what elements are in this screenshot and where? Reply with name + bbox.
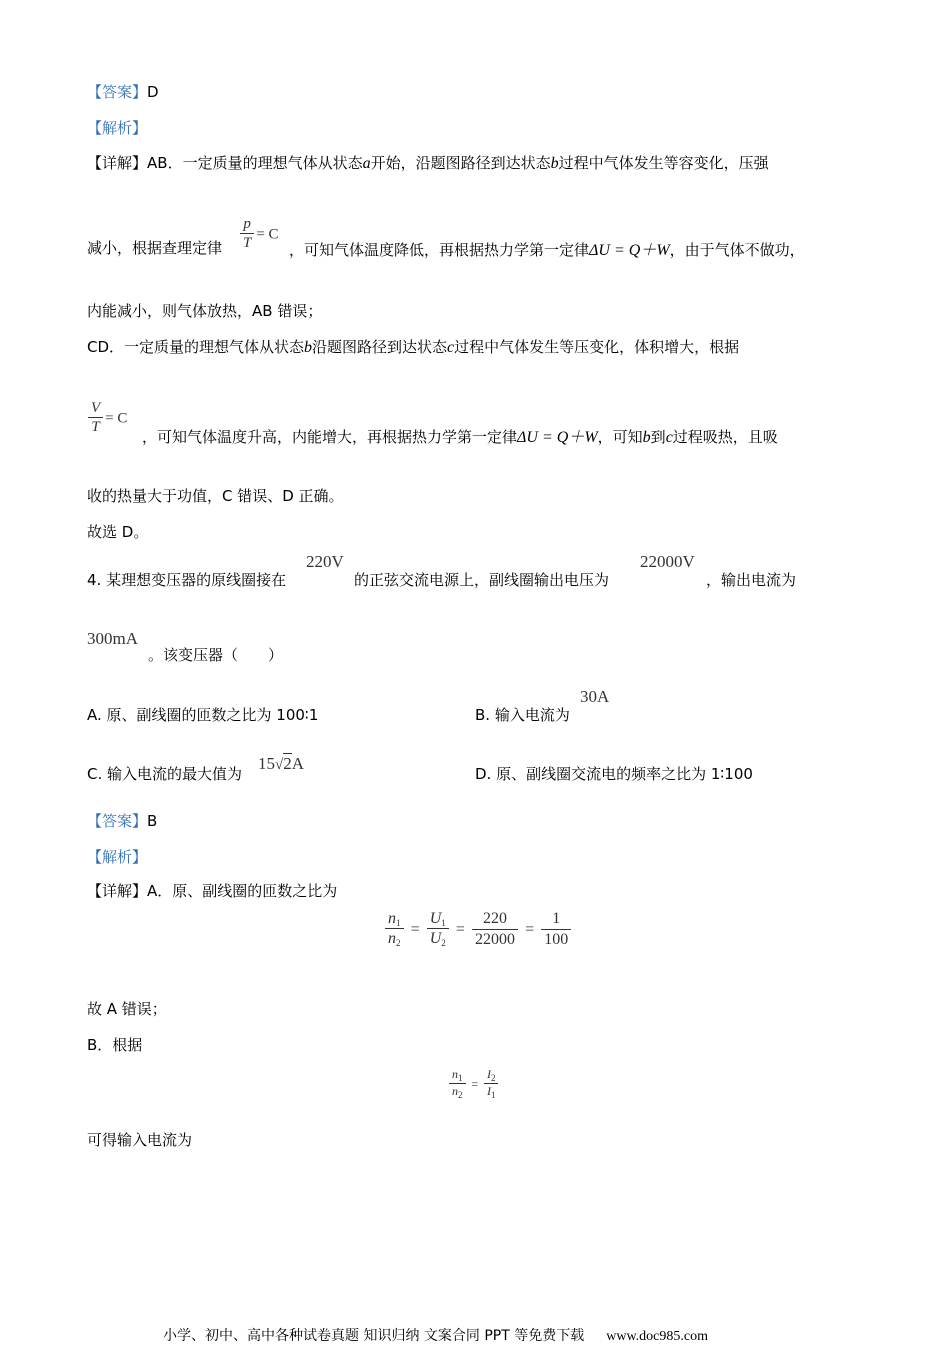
law-du: ΔU bbox=[589, 242, 610, 259]
conclusion-a: 故 A 错误； bbox=[87, 1000, 167, 1018]
current-out: 300mA bbox=[87, 629, 138, 648]
i1: I bbox=[486, 1084, 491, 1099]
text: 过程吸热，且吸 bbox=[672, 428, 778, 446]
sub: 1 bbox=[490, 1090, 496, 1101]
frac-den: T bbox=[240, 233, 254, 252]
text: CD．一定质量的理想气体从状态 bbox=[87, 338, 305, 356]
num: 1 bbox=[552, 910, 561, 928]
charles-formula bbox=[238, 216, 279, 252]
text: 开始，沿题图路径到达状态 bbox=[370, 154, 551, 172]
detail-line-1 bbox=[87, 152, 769, 173]
sub: 1 bbox=[441, 918, 446, 928]
frac-num: V bbox=[91, 400, 101, 416]
frac-eq: = C bbox=[256, 226, 279, 243]
state-c: c bbox=[665, 429, 673, 446]
answer-label: 【答案】 bbox=[87, 812, 148, 830]
equals: = bbox=[525, 921, 535, 939]
footer bbox=[163, 1325, 708, 1345]
frac-eq: = C bbox=[105, 410, 128, 427]
sub: 1 bbox=[396, 918, 401, 928]
q4-stem: 的正弦交流电源上，副线圈输出电压为 bbox=[354, 571, 610, 589]
option-c-value: 15√2A bbox=[258, 754, 305, 773]
sub: 2 bbox=[458, 1090, 463, 1101]
text: ，可知 bbox=[597, 428, 643, 446]
text: 沿题图路径到达状态 bbox=[312, 338, 448, 356]
den: 100 bbox=[541, 929, 571, 949]
frac-num: p bbox=[243, 216, 251, 232]
state-b: b bbox=[642, 429, 651, 446]
text: ，可知气体温度降低，再根据热力学第一定律 bbox=[289, 241, 590, 259]
detail-line-4 bbox=[87, 336, 739, 357]
detail-a bbox=[87, 880, 337, 901]
state-b: b bbox=[550, 155, 559, 172]
option-b: B. 输入电流为 bbox=[475, 706, 570, 724]
coef: 15 bbox=[258, 754, 275, 773]
unit: A bbox=[291, 754, 305, 773]
detail-line-3: 内能减小，则气体放热，AB 错误； bbox=[87, 302, 323, 320]
num: 220 bbox=[483, 910, 507, 928]
radicand: 2 bbox=[283, 754, 292, 773]
equals: = bbox=[471, 1077, 479, 1092]
answer-value: D bbox=[147, 83, 159, 101]
footer-text: 小学、初中、高中各种试卷真题 知识归纳 文案合同 PPT 等免费下载 bbox=[163, 1328, 585, 1344]
detail-label: 【详解】 bbox=[87, 154, 148, 172]
den: 22000 bbox=[472, 929, 518, 949]
analysis-label: 【解析】 bbox=[87, 119, 148, 137]
detail-line-2 bbox=[87, 237, 222, 258]
detail-line-2b bbox=[289, 237, 805, 260]
q4-stem: ，输出电流为 bbox=[706, 571, 797, 589]
turns-ratio-equation bbox=[383, 910, 573, 949]
n1: n bbox=[452, 1067, 458, 1081]
detail-line-6: 收的热量大于功值，C 错误、D 正确。 bbox=[87, 487, 344, 505]
sub: 2 bbox=[490, 1073, 496, 1083]
option-b-value: 30A bbox=[580, 687, 610, 706]
answer-line-q3 bbox=[87, 81, 159, 102]
law-eq: = Q＋W bbox=[609, 242, 670, 259]
answer-label: 【答案】 bbox=[87, 83, 148, 101]
equals: = bbox=[410, 921, 420, 939]
sub: 2 bbox=[396, 938, 401, 949]
gay-lussac-formula bbox=[86, 400, 127, 436]
i2: I bbox=[486, 1067, 491, 1081]
u1: U bbox=[429, 910, 442, 927]
detail-line-5 bbox=[142, 424, 778, 447]
text: 到 bbox=[650, 428, 666, 446]
answer-value: B bbox=[147, 812, 158, 830]
text: ，由于气体不做功， bbox=[669, 241, 805, 259]
detail-label: 【详解】 bbox=[87, 882, 148, 900]
text: A．原、副线圈的匝数之比为 bbox=[147, 882, 338, 900]
n2: n bbox=[388, 930, 396, 948]
n1: n bbox=[388, 910, 396, 927]
analysis-label: 【解析】 bbox=[87, 848, 148, 866]
law-eq: = Q＋W bbox=[537, 429, 598, 446]
conclusion: 故选 D。 bbox=[87, 523, 149, 541]
sub: 2 bbox=[441, 938, 446, 949]
detail-b-result: 可得输入电流为 bbox=[87, 1131, 193, 1149]
option-a: A. 原、副线圈的匝数之比为 100∶1 bbox=[87, 706, 319, 724]
law-du: ΔU bbox=[517, 429, 538, 446]
equals: = bbox=[455, 921, 465, 939]
state-a: a bbox=[362, 155, 371, 172]
text: 过程中气体发生等压变化，体积增大，根据 bbox=[454, 338, 740, 356]
option-c: C. 输入电流的最大值为 bbox=[87, 765, 243, 783]
answer-line-q4 bbox=[87, 810, 157, 831]
n2: n bbox=[452, 1084, 458, 1099]
footer-url[interactable]: www.doc985.com bbox=[606, 1329, 708, 1344]
sub: 1 bbox=[458, 1073, 463, 1083]
current-ratio-equation bbox=[447, 1068, 500, 1101]
state-b: b bbox=[304, 339, 313, 356]
text: AB．一定质量的理想气体从状态 bbox=[147, 154, 363, 172]
voltage-in: 220V bbox=[306, 552, 344, 571]
text: ，可知气体温度升高，内能增大，再根据热力学第一定律 bbox=[142, 428, 518, 446]
q4-stem: 。该变压器（ ） bbox=[148, 646, 284, 664]
text: 减小，根据查理定律 bbox=[87, 239, 223, 257]
option-d: D. 原、副线圈交流电的频率之比为 1∶100 bbox=[475, 765, 753, 783]
frac-den: T bbox=[88, 417, 102, 436]
voltage-out: 22000V bbox=[640, 552, 695, 571]
state-c: c bbox=[447, 339, 455, 356]
u2: U bbox=[429, 930, 442, 948]
text: 过程中气体发生等容变化，压强 bbox=[558, 154, 769, 172]
detail-b: B．根据 bbox=[87, 1036, 143, 1054]
q4-stem: 4. 某理想变压器的原线圈接在 bbox=[87, 571, 287, 589]
